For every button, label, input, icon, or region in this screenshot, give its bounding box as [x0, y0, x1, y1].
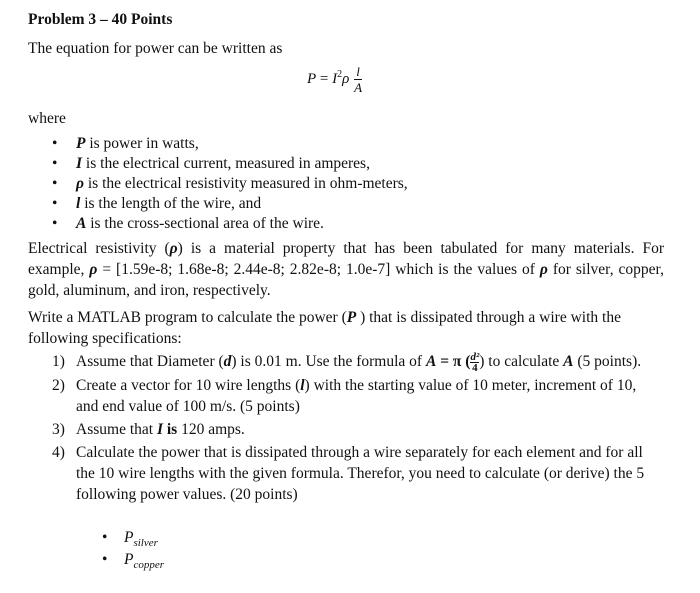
eq-equals: =: [319, 71, 329, 87]
task-item-3: [52, 419, 662, 440]
t1-frac-num: d²: [470, 350, 480, 363]
def-symbol: ρ: [76, 175, 84, 192]
definition-list: [58, 134, 408, 234]
para1-a: Electrical resistivity (: [28, 240, 170, 257]
task-item-4: [52, 442, 662, 505]
intro-text: The equation for power can be written as: [28, 40, 283, 57]
t1-frac-den: 4: [472, 361, 478, 374]
t3-b: 120 amps.: [177, 420, 245, 438]
t3-a: Assume that: [76, 420, 157, 438]
eq-fraction: [354, 65, 362, 94]
pval-symbol: P: [124, 529, 134, 546]
para2-b: ) that is dissipated through a wire with the following specifications:: [28, 309, 621, 347]
eq-p: P: [307, 71, 317, 87]
power-equation: [307, 64, 362, 94]
t1-a: Assume that Diameter (: [76, 353, 224, 370]
para1-d: for silver, copper, gold, aluminum, and iron, respectively.: [28, 261, 664, 299]
t2-b: ) with the starting value of 10 meter, increment of 10, and end value of 100 m/s. (5 points): [76, 376, 637, 415]
eq-fraction-den: A: [354, 80, 363, 96]
pval-subscript: copper: [133, 559, 165, 572]
para1-rho-2: ρ: [89, 261, 98, 278]
resistivity-paragraph: [28, 238, 664, 301]
t1-fraction: [470, 352, 479, 373]
eq-fraction-num: l: [354, 65, 362, 80]
para1-b: ) is a material property that has been tabulated for many materials. For example,: [28, 240, 664, 278]
task-list: [52, 351, 662, 507]
def-symbol: I: [76, 155, 83, 172]
definition-item: [58, 154, 408, 174]
def-text: is the length of the wire, and: [80, 195, 262, 212]
power-value-item: [110, 527, 164, 549]
t3-is: is: [162, 420, 178, 438]
pval-symbol: P: [124, 551, 134, 568]
task-item-1: [52, 351, 662, 373]
task-number: 4): [52, 443, 65, 461]
t1-d: d: [223, 353, 232, 370]
task-number: 1): [52, 353, 65, 370]
task-number: 2): [52, 376, 65, 394]
where-label: where: [28, 110, 66, 127]
eq-i: I: [332, 71, 338, 87]
para1-rho-1: ρ: [169, 240, 178, 257]
eq-rho: ρ: [342, 71, 350, 87]
def-symbol: P: [76, 135, 86, 152]
pval-subscript: silver: [133, 537, 158, 550]
t1-A: A: [425, 353, 437, 370]
def-symbol: l: [76, 195, 81, 212]
power-value-item: [110, 549, 164, 571]
t4-a: Calculate the power that is dissipated through a wire separately for each element and for all the 10 wire lengths with the given formula. Therefor, you need to calculate (or derive) the 5 following power values. (20 points): [76, 443, 645, 503]
def-symbol: A: [76, 215, 87, 232]
t2-l: l: [300, 376, 305, 394]
definition-item: [58, 194, 408, 214]
definition-item: [58, 134, 408, 154]
def-text: is the cross-sectional area of the wire.: [86, 215, 324, 232]
para1-c: = [1.59e-8; 1.68e-8; 2.44e-8; 2.82e-8; 1.0e-7] which is the values of: [97, 261, 540, 278]
t1-e: (5 points).: [573, 353, 642, 370]
power-values-list: [110, 527, 164, 571]
eq-square: 2: [337, 69, 343, 80]
t1-b: ) is 0.01 m. Use the formula of: [231, 353, 426, 370]
definition-item: [58, 174, 408, 194]
def-text: is the electrical resistivity measured in ohm-meters,: [84, 175, 408, 192]
para2-a: Write a MATLAB program to calculate the power (: [28, 309, 347, 326]
t2-a: Create a vector for 10 wire lengths (: [76, 376, 301, 394]
t1-c: ) to calculate: [479, 353, 564, 370]
t1-eq: = π (: [436, 353, 471, 370]
matlab-instructions: [28, 307, 664, 349]
def-text: is the electrical current, measured in amperes,: [82, 155, 370, 172]
t1-A2: A: [563, 353, 574, 370]
task-item-2: [52, 375, 662, 417]
para2-p: P: [346, 309, 357, 326]
definition-item: [58, 214, 408, 234]
para1-rho-3: ρ: [539, 261, 548, 278]
t3-I: I: [156, 420, 163, 438]
def-text: is power in watts,: [85, 135, 199, 152]
task-number: 3): [52, 420, 65, 438]
problem-title: Problem 3 – 40 Points: [28, 11, 173, 28]
